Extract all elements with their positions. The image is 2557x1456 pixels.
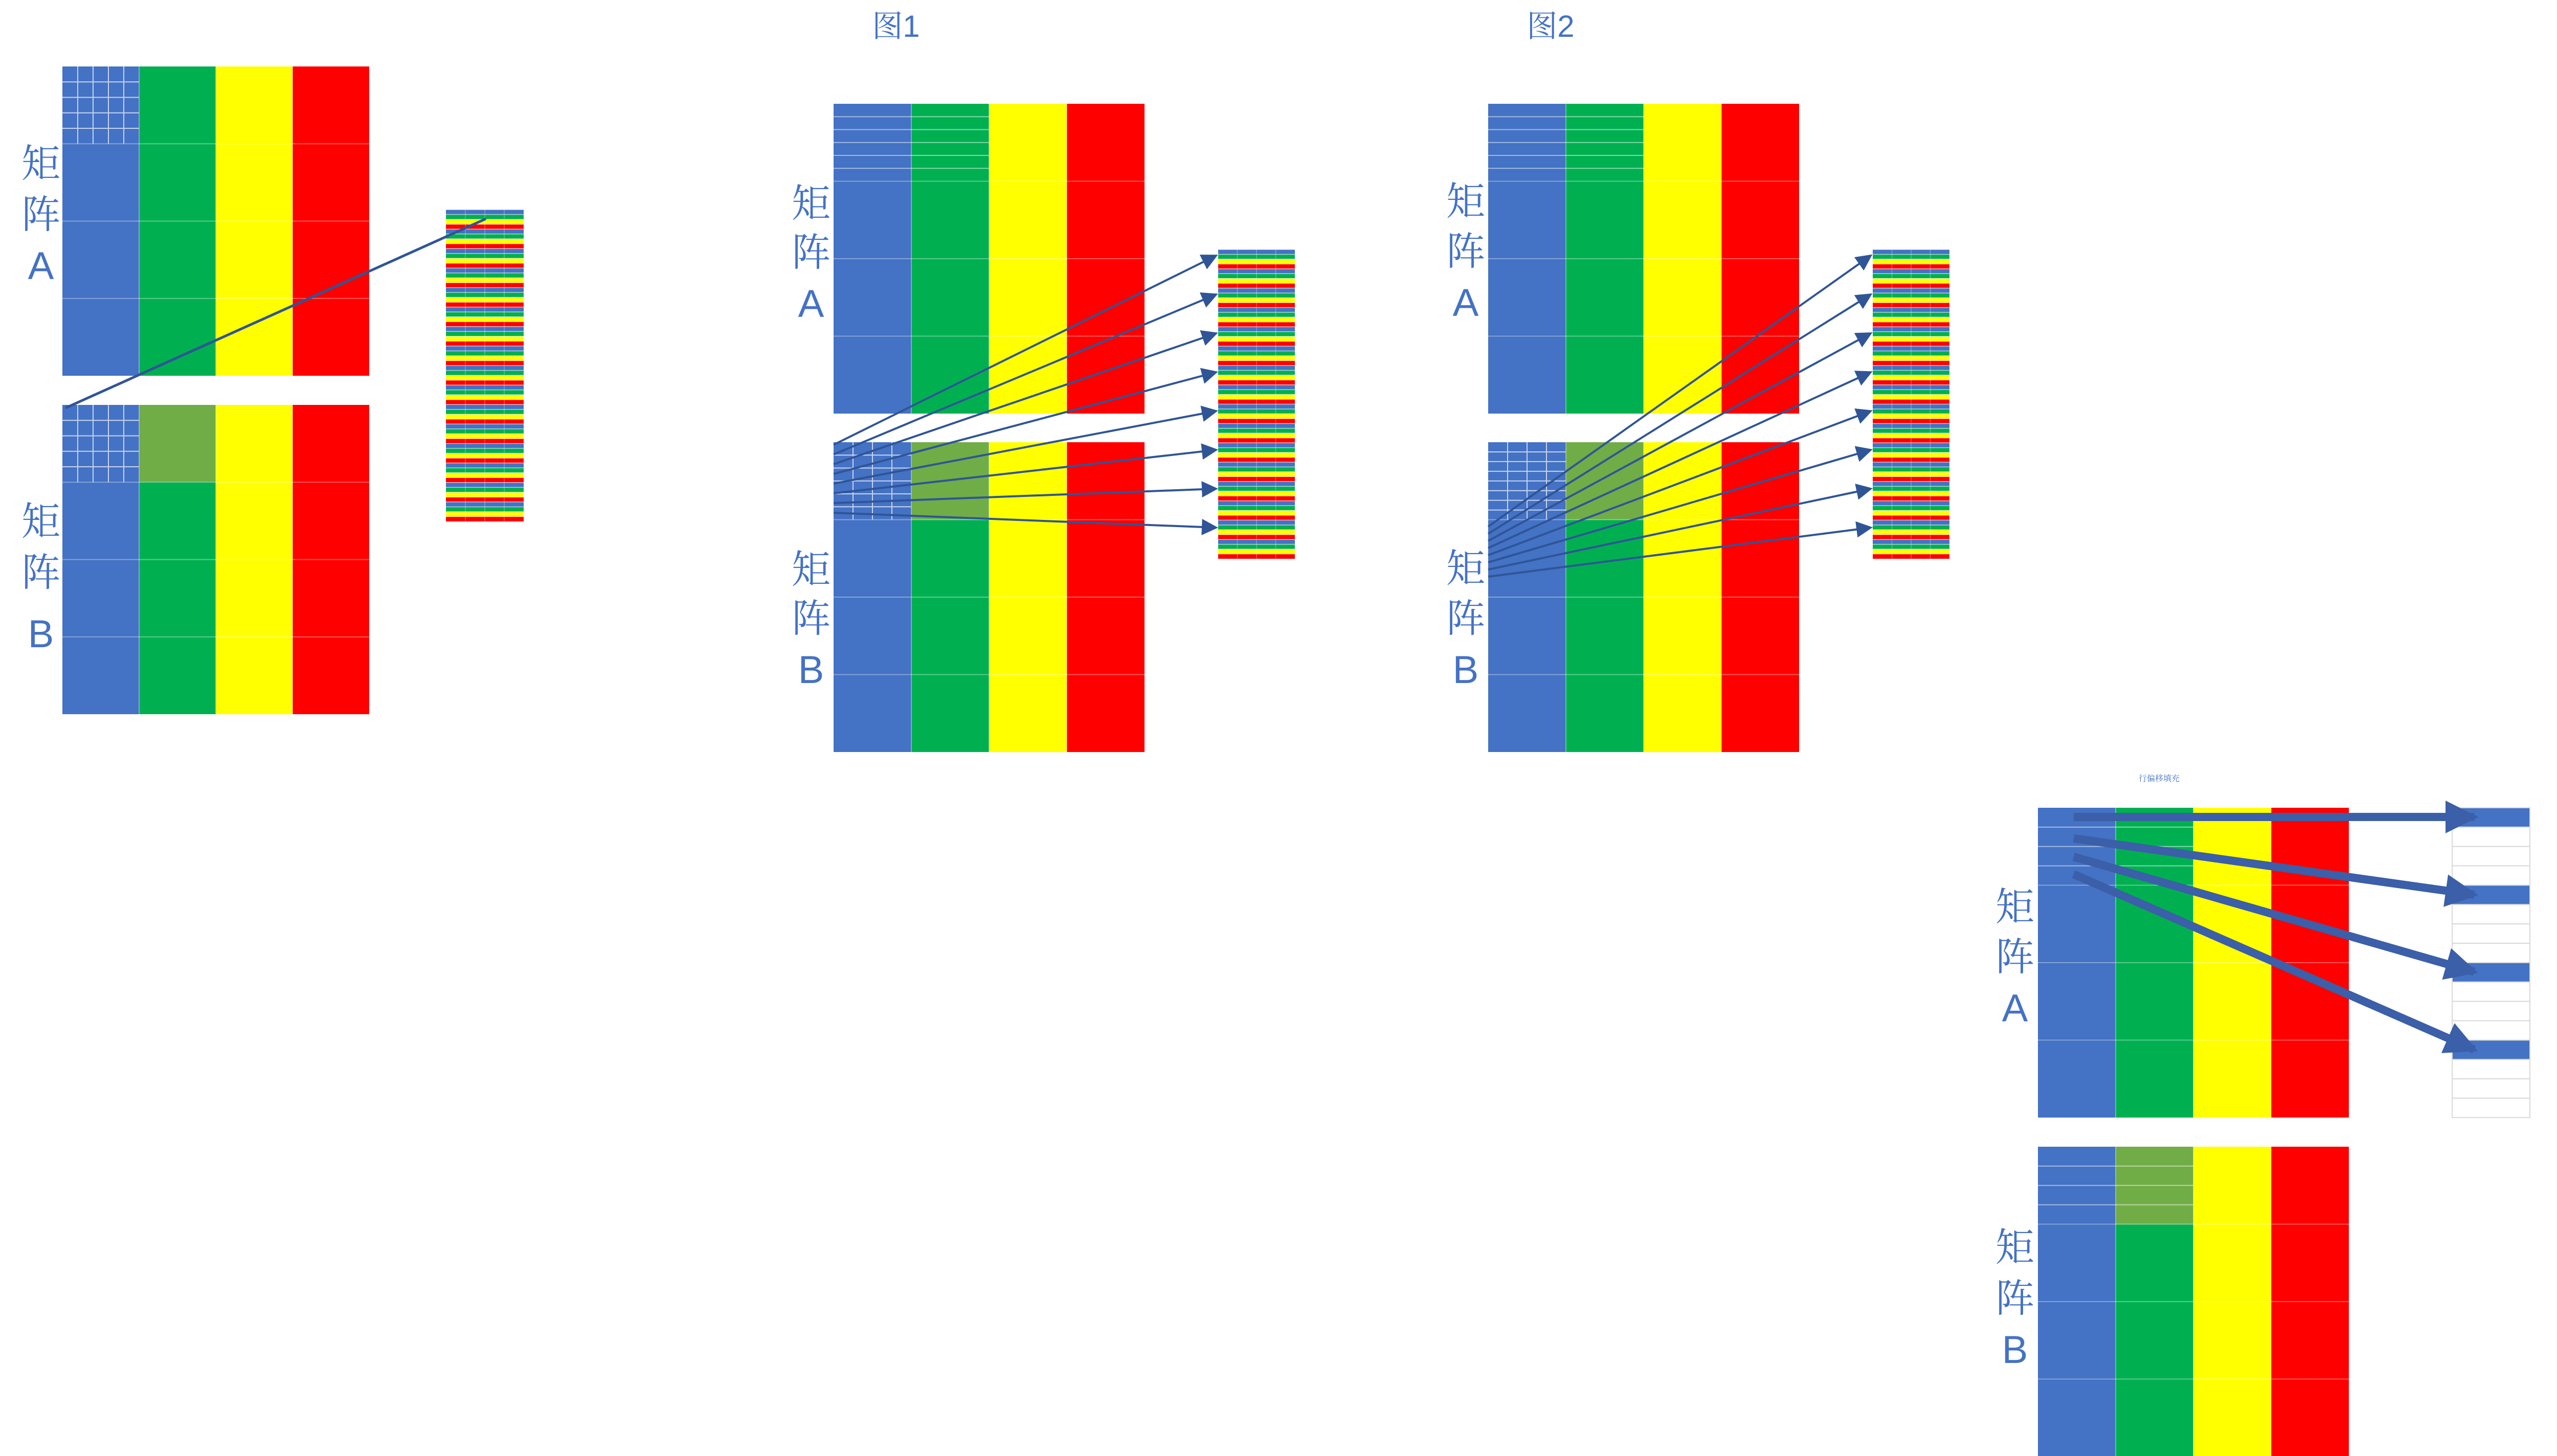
matrix-a-label [21,142,60,288]
matrix-a-label [1446,180,1485,325]
target-row-empty [2452,1002,2530,1021]
label-a-char-3: A [2002,987,2028,1030]
label-b-char-2: 阵 [1995,1277,2034,1321]
label-b-char-3: B [2002,1328,2028,1372]
label-b-char-1: 矩 [792,548,831,592]
target-row-empty [2452,904,2530,924]
matrix-b-block [1488,442,1799,752]
target-row-empty [2452,924,2530,943]
label-a-char-3: A [28,244,54,288]
label-b-char-2: 阵 [21,551,60,595]
group-bottom-middle [1995,774,2530,1456]
matrix-b-block [62,405,369,714]
group-figure2 [1446,9,1949,752]
label-a-char-1: 矩 [21,142,60,186]
highlight-cell [139,405,216,482]
label-a-char-1: 矩 [1995,885,2034,929]
matrix-b-label [21,500,60,656]
figure1-title: 图1 [872,9,920,43]
label-b-char-3: B [798,648,824,692]
label-a-char-2: 阵 [1446,230,1485,274]
matrix-a-block [62,66,369,376]
packed-stack [1873,249,1949,559]
label-b-char-2: 阵 [1446,597,1485,641]
target-row-empty [2452,866,2530,885]
label-b-char-2: 阵 [792,597,831,641]
label-b-char-1: 矩 [1446,547,1485,590]
label-a-char-2: 阵 [1995,936,2034,979]
label-a-char-2: 阵 [792,231,831,275]
label-b-char-3: B [28,612,54,656]
matrix-b-block [2038,1147,2349,1456]
small-caption: 行偏移填充 [2138,775,2180,783]
group1 [21,66,524,714]
label-a-char-1: 矩 [1446,180,1485,223]
label-b-char-1: 矩 [1995,1226,2034,1269]
label-b-char-3: B [1452,648,1479,692]
matrix-a-block [1488,104,1799,414]
matrix-a-label [792,182,831,326]
matrix-b-label [792,548,831,692]
target-row-empty [2452,943,2530,963]
packed-stack [446,210,524,521]
target-column [2452,808,2530,1118]
packed-stack [1218,249,1295,559]
label-a-char-3: A [798,282,824,326]
label-b-char-1: 矩 [21,500,60,543]
label-a-char-2: 阵 [21,193,60,237]
label-a-char-3: A [1452,281,1479,325]
target-row-empty [2452,1079,2530,1098]
label-a-char-1: 矩 [792,182,831,225]
target-row-empty [2452,1098,2530,1118]
target-row-empty [2452,847,2530,866]
target-row-empty [2452,1021,2530,1040]
target-row-empty [2452,1059,2530,1079]
target-row-empty [2452,827,2530,847]
matrix-b-label [1446,547,1485,692]
figure2-title: 图2 [1527,9,1575,43]
matrix-a-label [1995,885,2034,1030]
target-row-empty [2452,982,2530,1002]
group-figure1 [792,9,1295,752]
matrix-b-label [1995,1226,2034,1372]
